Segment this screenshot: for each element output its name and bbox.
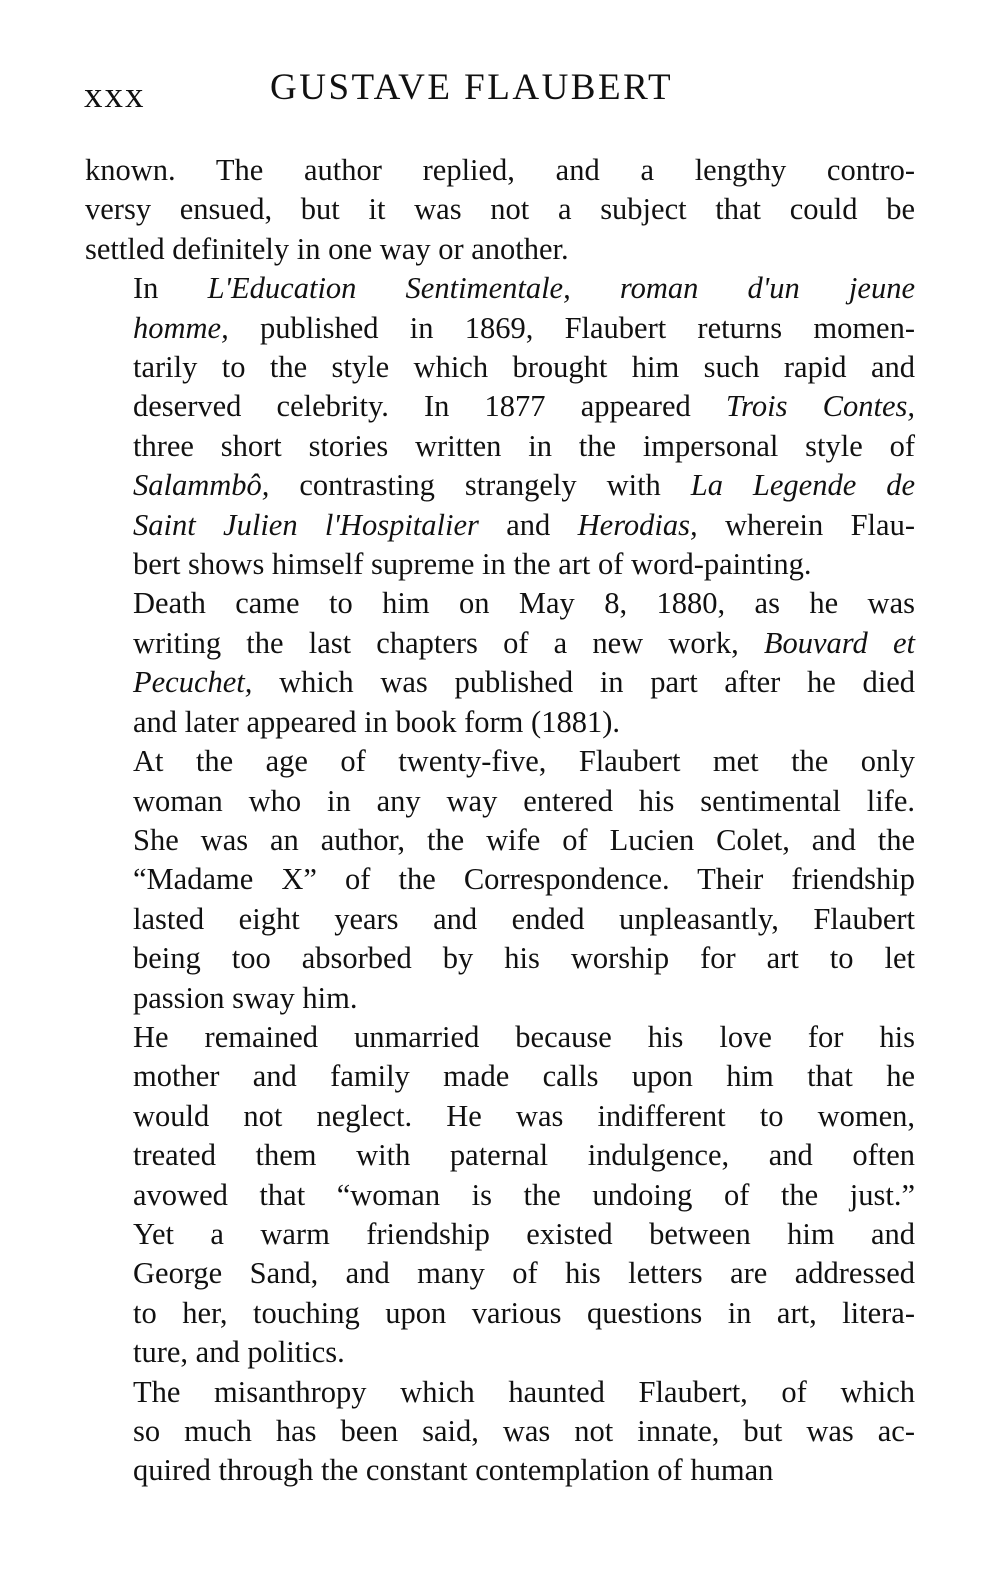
text-line: known. The author replied, and a lengthy contro- [85,153,915,187]
text-line: Death came to him on May 8, 1880, as he was [133,586,915,621]
text-line: mother and family made calls upon him that he [133,1059,915,1094]
paragraph [85,584,915,742]
text-line: three short stories written in the impersonal style of [133,428,915,463]
text-line: passion sway him. [133,980,358,1015]
text-line: versy ensued, but it was not a subject that could be [85,192,915,227]
text-line: Yet a warm friendship existed between him and [133,1216,915,1251]
paragraph [85,1018,915,1373]
text-line: He remained unmarried because his love for his [133,1019,915,1054]
text-line: lasted eight years and ended unpleasantly, Flaubert [133,901,915,936]
text-line: At the age of twenty-five, Flaubert met the only [133,744,915,779]
text-line: woman who in any way entered his sentimental life. [133,783,915,818]
paragraph [85,269,915,584]
text-line: ture, and politics. [133,1335,345,1370]
italic-title: Herodias, [577,507,698,542]
italic-title: Pecuchet, [133,665,253,700]
text-line: In L'Education Sentimentale, roman d'un jeune [133,271,915,306]
text-line: The misanthropy which haunted Flaubert, of which [133,1374,915,1409]
italic-title: homme, [133,310,229,345]
running-title: GUSTAVE FLAUBERT [270,67,674,108]
text-line: “Madame X” of the Correspondence. Their friendship [133,862,915,897]
italic-title: Salammbô, [133,468,270,503]
italic-title: L'Education Sentimentale, roman d'un jeune [207,271,915,306]
text-line: and later appeared in book form (1881). [133,704,620,739]
text-line: Salammbô, contrasting strangely with La Legende de [133,468,915,503]
text-line: tarily to the style which brought him such rapid and [133,350,915,385]
paragraph [85,151,915,269]
text-line: homme, published in 1869, Flaubert returns momen- [133,310,915,345]
italic-title: Saint Julien l'Hospitalier [133,507,479,542]
text-line: avowed that “woman is the undoing of the just.” [133,1177,915,1212]
text-line: Saint Julien l'Hospitalier and Herodias, wherein Flau- [133,507,915,542]
text-line: so much has been said, was not innate, but was ac- [133,1414,915,1448]
text-line: would not neglect. He was indifferent to women, [133,1098,915,1133]
text-line: writing the last chapters of a new work, Bouvard et [133,625,915,660]
text-line: She was an author, the wife of Lucien Colet, and the [133,822,915,857]
paragraph [85,1373,915,1491]
running-header [84,66,924,126]
text-line: quired through the constant contemplation of human [133,1453,774,1488]
body-text [85,151,915,1491]
paragraph [85,742,915,1018]
italic-title: Trois Contes, [725,389,915,424]
text-line: settled definitely in one way or another. [85,231,569,266]
text-line: being too absorbed by his worship for art to let [133,941,915,976]
text-line: George Sand, and many of his letters are addressed [133,1256,915,1291]
text-line: deserved celebrity. In 1877 appeared Trois Contes, [133,389,915,424]
page-number: xxx [84,75,146,116]
italic-title: Bouvard et [763,625,915,660]
text-line: to her, touching upon various questions in art, litera- [133,1295,915,1330]
italic-title: La Legende de [690,468,915,503]
text-line: Pecuchet, which was published in part after he died [133,665,915,700]
text-line: treated them with paternal indulgence, and often [133,1138,915,1173]
text-line: bert shows himself supreme in the art of word-painting. [133,547,812,582]
